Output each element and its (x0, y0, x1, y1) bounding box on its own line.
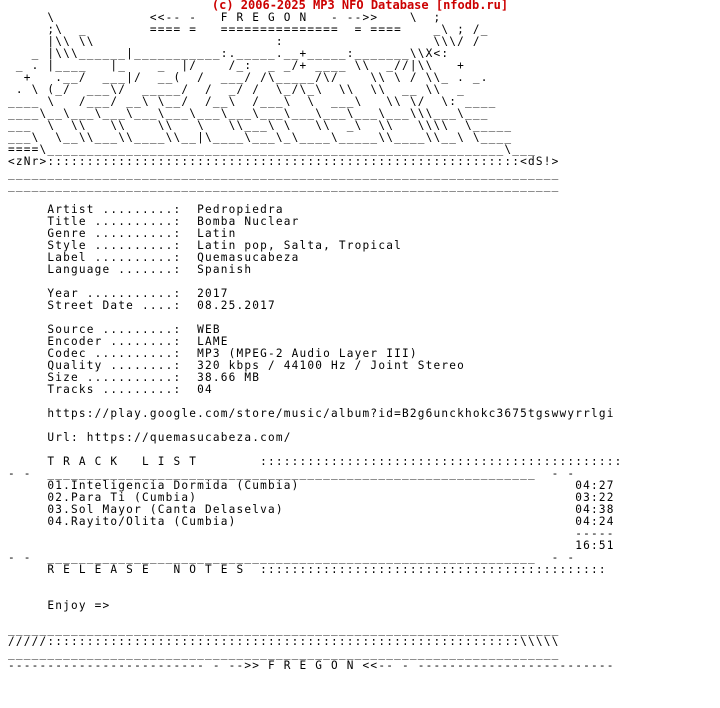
nfodb-header-title: (c) 2006-2025 MP3 NFO Database [nfodb.ru] (211, 0, 509, 12)
nfo-text-block: \ <<-- - F R E G O N - -->> \ ; ;\ _ ==== = =============== = ==== _\ ; /_ |\\ \\ : \\\/ / _ |\\\______|___________:._____.__+_____:_______\\X<: _ . |____ |_ _ |/ /_: _ _/+ ____ \\ _//|\\ + + .__/ ___|/ __( / ___/ /\_____/\/ \\ \ / \\_ . _. . \ (_/ ___\/ _____/ / _/ / \_/\_\ \\ \\ __ \\ _ ____ \ /___/ __\ \__/ /__\ /___\ \ ___\ \\ \/ \: ____ ____\__\___\___\___\___\___\___\___\___\___\___\___\\\___\___ ___ \ \\ \\ \\ \ \\___\ \ \\ _\ \\ \\\\ \_____ ___\ \__\\___\\____\\__|\____\___\_\____\_____\\____\\__\ \____ ====\__________________________________________________________\___ <zNr>::::::::::::::::::::::::::::::::::::::::::::::::::::::::::::<dS!> ______________________________________________________________________ ______________________________________________________________________ Artist .........: Pedropiedra Title ..........: Bomba Nuclear Genre ..........: Latin Style ..........: Latin pop, Salta, Tropical Label ..........: Quemasucabeza Language .......: Spanish Year ...........: 2017 Street Date ....: 08.25.2017 Source .........: WEB Encoder ........: LAME Codec ..........: MP3 (MPEG-2 Audio Layer III) Quality ........: 320 kbps / 44100 Hz / Joint Stereo Size ...........: 38.66 MB Tracks .........: 04 https://play.google.com/store/music/album?id=B2g6unckhokc3675tgswwyrrlgi Url: https://quemasucabeza.com/ T R A C K L I S T :::::::::::::::::::::::::::::::::::::::::::::: - - ______________________________________________________________ - - 01.Inteligencia Dormida (Cumbia) 04:27 02.Para Ti (Cumbia) 03:22 03.Sol Mayor (Canta Delaselva) 04:38 04.Rayito/Olita (Cumbia) 04:24 ----- 16:51 - - ______________________________________________________________ - - R E L E A S E N O T E S :::::::::::::::::::::::::::::::::::::::::::: Enjoy => ______________________________________________________________________ /////::::::::::::::::::::::::::::::::::::::::::::::::::::::::::::\\\\\ ______________________________________________________________________ ------------------------- - -->> F R E G O N <<-- - ------------------------- (8, 11, 623, 672)
